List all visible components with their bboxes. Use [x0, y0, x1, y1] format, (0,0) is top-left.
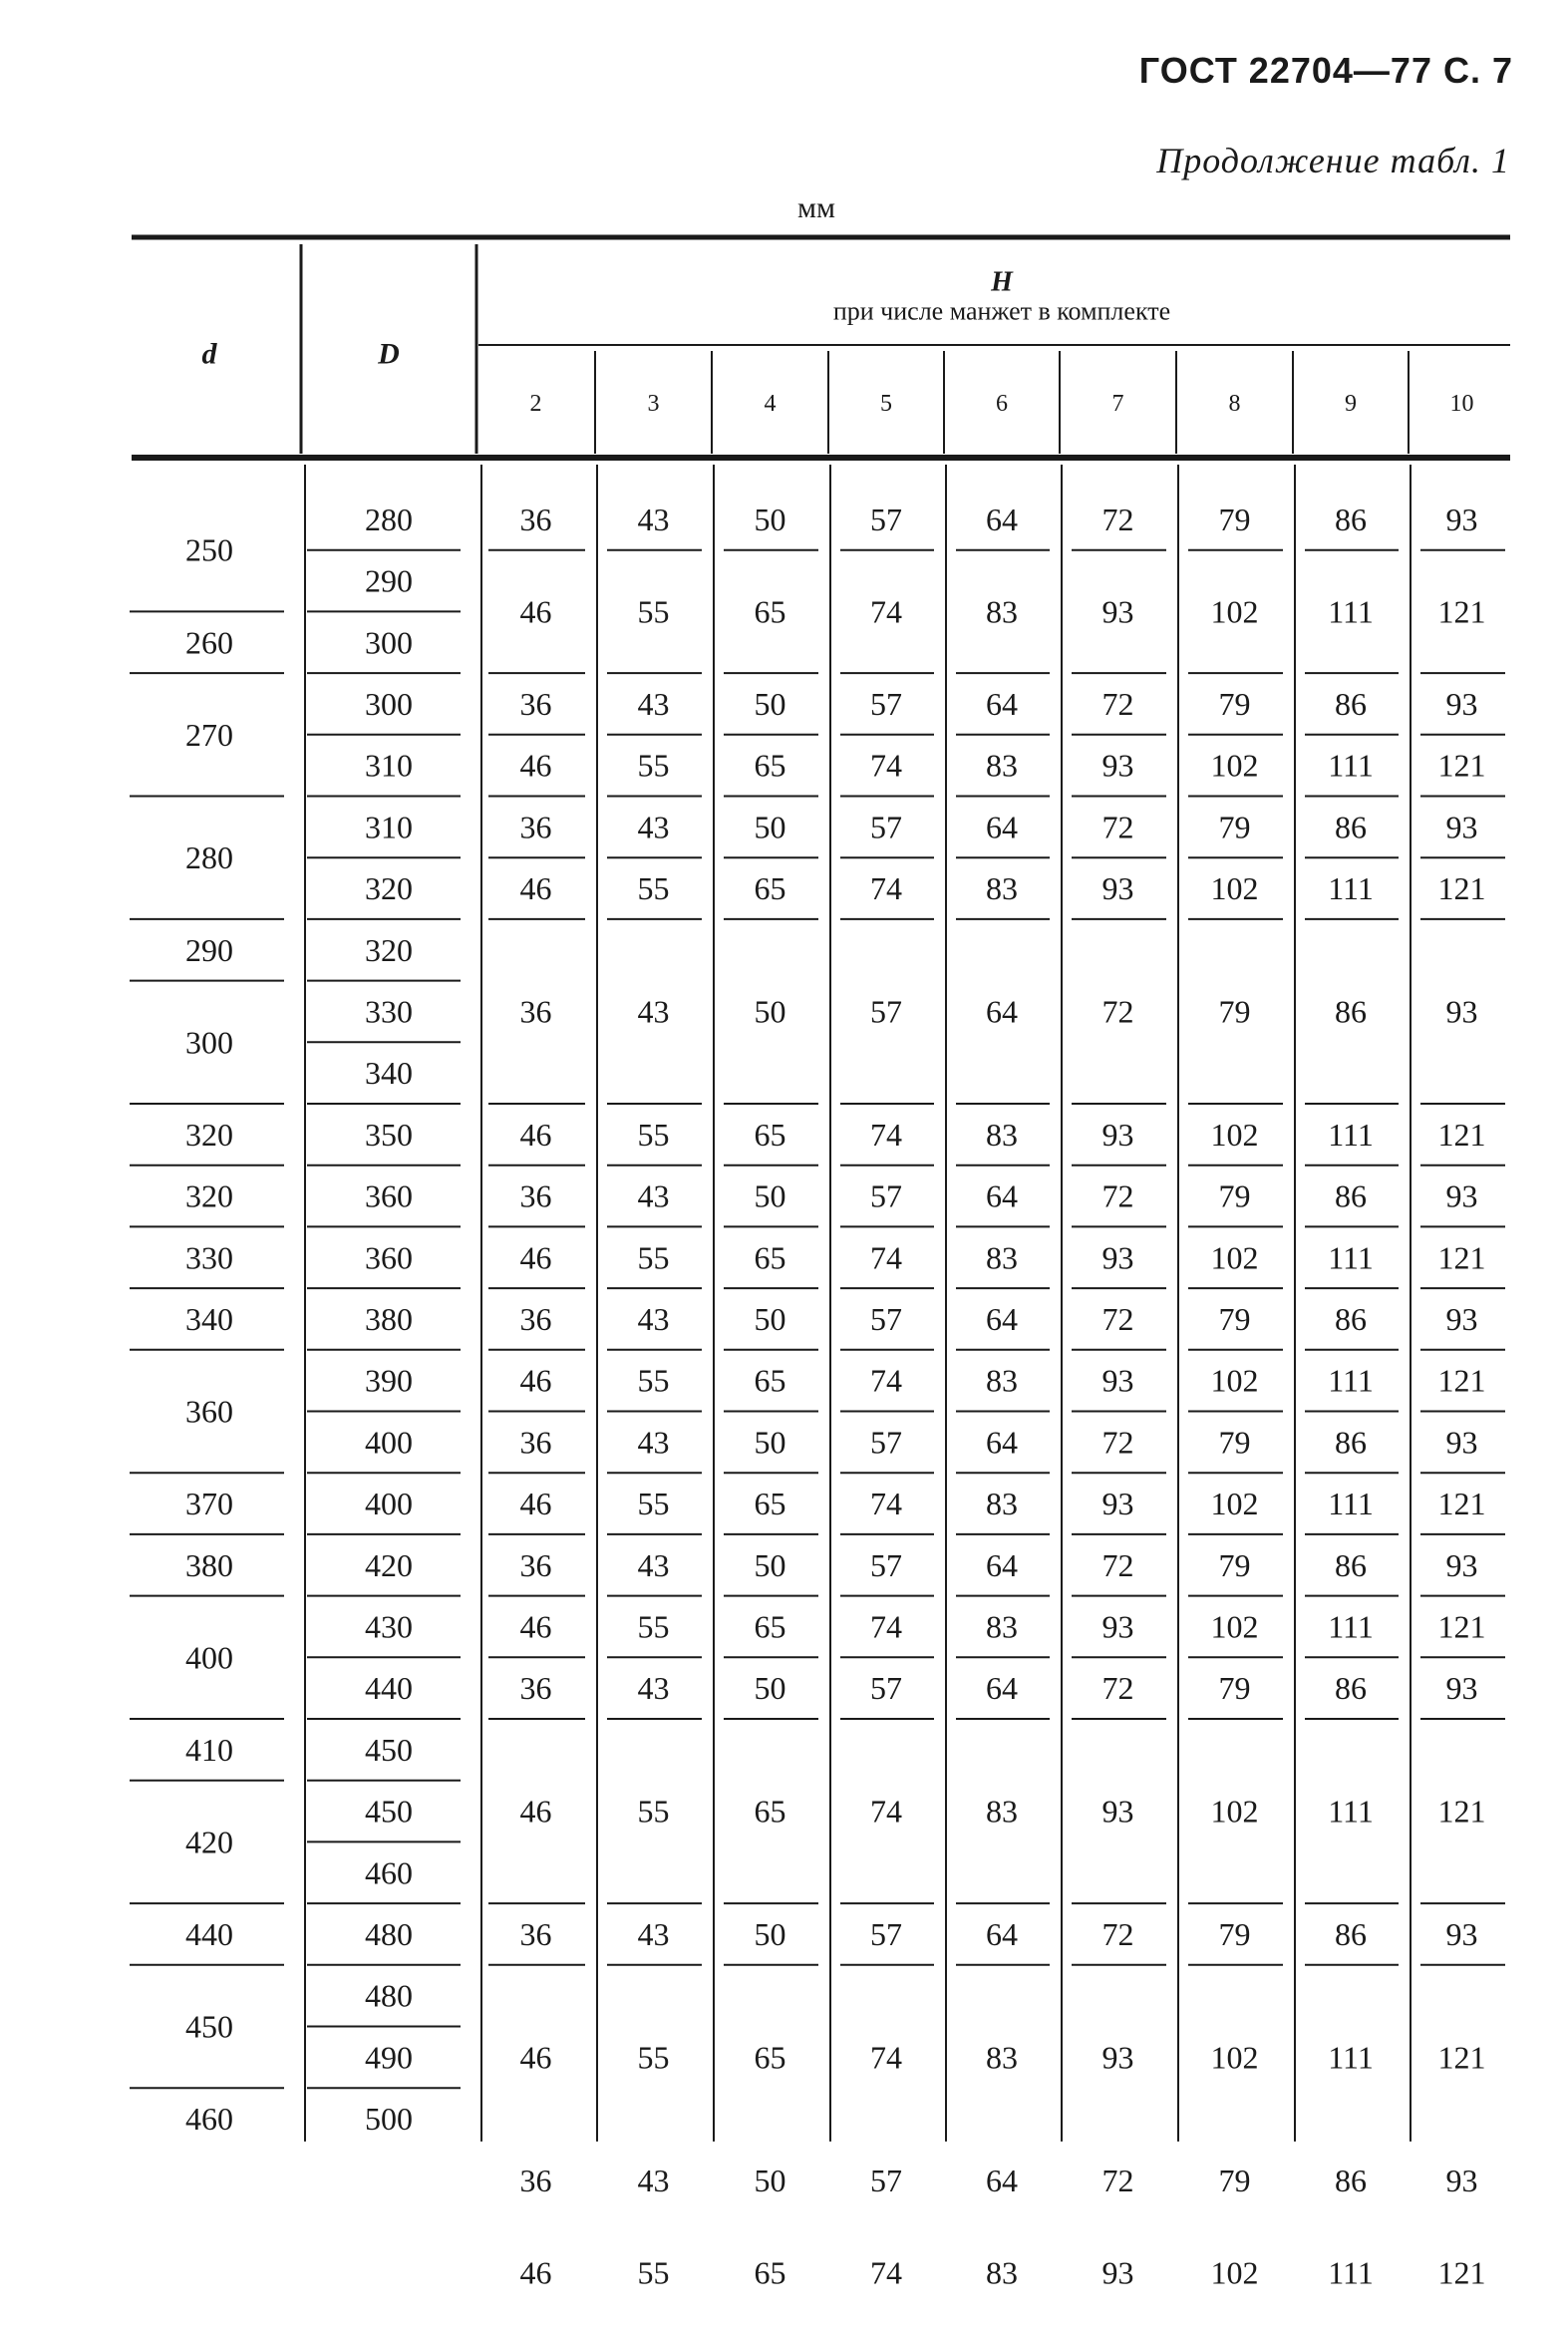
h-value: 83: [986, 1239, 1018, 1276]
h-value: 102: [1210, 747, 1259, 784]
h-value: 121: [1437, 1116, 1486, 1153]
h-value: 86: [1335, 1915, 1367, 1952]
h-value: 86: [1335, 685, 1367, 722]
column-d-label: d: [201, 337, 217, 371]
h-value: 43: [637, 1177, 670, 1214]
h-value: 50: [754, 2162, 786, 2198]
h-value: 83: [986, 747, 1018, 784]
h-value: 93: [1445, 809, 1478, 845]
h-value: 43: [637, 809, 670, 845]
h-value: 43: [637, 500, 670, 537]
h-value: 72: [1101, 993, 1134, 1030]
D-value: 330: [365, 993, 413, 1030]
h-value: 43: [637, 1546, 670, 1583]
h-value: 83: [986, 1116, 1018, 1153]
h-value: 111: [1328, 1486, 1374, 1522]
h-value: 43: [637, 685, 670, 722]
column-H-sublabel: при числе манжет в комплекте: [832, 296, 1171, 326]
d-value: 270: [185, 716, 233, 753]
h-value: 86: [1335, 1300, 1367, 1337]
d-value: 410: [185, 1731, 233, 1768]
h-value: 43: [637, 1300, 670, 1337]
h-value: 65: [754, 1116, 786, 1153]
d-value: 290: [185, 931, 233, 968]
d-value: 320: [185, 1177, 233, 1214]
h-value: 93: [1445, 500, 1478, 537]
h-value: 79: [1218, 993, 1251, 1030]
h-value: 43: [637, 1424, 670, 1461]
h-value: 65: [754, 1793, 786, 1830]
h-value: 74: [870, 1486, 902, 1522]
h-value: 83: [986, 593, 1018, 630]
cuff-count-header: 2: [529, 391, 542, 417]
d-value: 360: [185, 1393, 233, 1430]
h-value: 46: [519, 593, 552, 630]
h-value: 121: [1437, 1486, 1486, 1522]
d-value: 320: [185, 1116, 233, 1153]
h-value: 83: [986, 2254, 1018, 2291]
h-value: 57: [870, 1300, 902, 1337]
h-value: 86: [1335, 1546, 1367, 1583]
h-value: 50: [754, 1177, 786, 1214]
h-value: 86: [1335, 1177, 1367, 1214]
h-value: 111: [1328, 1239, 1374, 1276]
h-value: 50: [754, 1546, 786, 1583]
h-value: 65: [754, 1362, 786, 1399]
h-value: 121: [1437, 1362, 1486, 1399]
h-value: 111: [1328, 1793, 1374, 1830]
h-value: 74: [870, 747, 902, 784]
D-value: 280: [365, 500, 413, 537]
table-continuation-label: Продолжение табл. 1: [1156, 141, 1510, 180]
h-value: 46: [519, 1608, 552, 1645]
D-value: 480: [365, 1977, 413, 2014]
D-value: 340: [365, 1055, 413, 1092]
h-value: 121: [1437, 870, 1486, 907]
h-value: 111: [1328, 593, 1374, 630]
h-value: 57: [870, 500, 902, 537]
D-value: 420: [365, 1546, 413, 1583]
d-value: 340: [185, 1300, 233, 1337]
h-value: 83: [986, 1608, 1018, 1645]
h-value: 50: [754, 1424, 786, 1461]
h-value: 121: [1437, 1239, 1486, 1276]
h-value: 102: [1210, 2254, 1259, 2291]
h-value: 79: [1218, 809, 1251, 845]
h-value: 86: [1335, 1670, 1367, 1707]
h-value: 74: [870, 870, 902, 907]
h-value: 72: [1101, 500, 1134, 537]
D-value: 480: [365, 1915, 413, 1952]
h-value: 102: [1210, 2039, 1259, 2076]
h-value: 79: [1218, 1670, 1251, 1707]
h-value: 93: [1101, 747, 1134, 784]
h-value: 55: [637, 870, 670, 907]
h-value: 93: [1445, 1424, 1478, 1461]
h-value: 111: [1328, 1116, 1374, 1153]
h-value: 72: [1101, 1177, 1134, 1214]
h-value: 55: [637, 1239, 670, 1276]
h-value: 93: [1101, 1239, 1134, 1276]
h-value: 121: [1437, 1793, 1486, 1830]
h-value: 57: [870, 685, 902, 722]
d-value: 370: [185, 1486, 233, 1522]
cuff-count-header: 3: [647, 391, 660, 417]
h-value: 36: [519, 1915, 552, 1952]
h-value: 55: [637, 1608, 670, 1645]
h-value: 64: [986, 2162, 1018, 2198]
h-value: 46: [519, 1793, 552, 1830]
h-value: 74: [870, 2254, 902, 2291]
cuff-count-header: 5: [880, 391, 892, 417]
D-value: 400: [365, 1424, 413, 1461]
D-value: 450: [365, 1731, 413, 1768]
h-value: 93: [1445, 1670, 1478, 1707]
h-value: 57: [870, 1177, 902, 1214]
h-value: 86: [1335, 1424, 1367, 1461]
h-value: 86: [1335, 993, 1367, 1030]
h-value: 93: [1101, 2039, 1134, 2076]
h-value: 64: [986, 1546, 1018, 1583]
h-value: 93: [1445, 993, 1478, 1030]
h-value: 65: [754, 593, 786, 630]
D-value: 360: [365, 1239, 413, 1276]
h-value: 93: [1445, 685, 1478, 722]
d-value: 260: [185, 624, 233, 661]
h-value: 64: [986, 1300, 1018, 1337]
h-value: 102: [1210, 1362, 1259, 1399]
units-label: мм: [797, 191, 835, 224]
h-value: 79: [1218, 1915, 1251, 1952]
h-value: 50: [754, 1670, 786, 1707]
h-value: 83: [986, 1362, 1018, 1399]
h-value: 102: [1210, 870, 1259, 907]
cuff-count-header: 8: [1228, 391, 1241, 417]
h-value: 74: [870, 1362, 902, 1399]
h-value: 111: [1328, 747, 1374, 784]
h-value: 111: [1328, 870, 1374, 907]
h-value: 72: [1101, 1424, 1134, 1461]
D-value: 320: [365, 870, 413, 907]
d-value: 330: [185, 1239, 233, 1276]
h-value: 65: [754, 1239, 786, 1276]
h-value: 79: [1218, 2162, 1251, 2198]
h-value: 46: [519, 2254, 552, 2291]
D-value: 350: [365, 1116, 413, 1153]
d-value: 300: [185, 1024, 233, 1061]
h-value: 64: [986, 1424, 1018, 1461]
h-value: 65: [754, 2254, 786, 2291]
h-value: 72: [1101, 685, 1134, 722]
D-value: 490: [365, 2039, 413, 2076]
column-D-label: D: [378, 337, 400, 371]
h-value: 65: [754, 870, 786, 907]
h-value: 36: [519, 685, 552, 722]
h-value: 121: [1437, 1608, 1486, 1645]
h-value: 64: [986, 500, 1018, 537]
h-value: 36: [519, 1424, 552, 1461]
h-value: 83: [986, 2039, 1018, 2076]
d-value: 250: [185, 531, 233, 568]
h-value: 111: [1328, 2254, 1374, 2291]
D-value: 430: [365, 1608, 413, 1645]
h-value: 46: [519, 1362, 552, 1399]
page-header: ГОСТ 22704—77 С. 7: [1138, 50, 1513, 91]
h-value: 79: [1218, 685, 1251, 722]
h-value: 36: [519, 1300, 552, 1337]
cuff-count-header: 10: [1449, 391, 1474, 417]
h-value: 93: [1445, 1915, 1478, 1952]
h-value: 64: [986, 1177, 1018, 1214]
h-value: 93: [1101, 1608, 1134, 1645]
h-value: 93: [1101, 1486, 1134, 1522]
h-value: 121: [1437, 2254, 1486, 2291]
h-value: 46: [519, 1239, 552, 1276]
D-value: 300: [365, 624, 413, 661]
h-value: 102: [1210, 1486, 1259, 1522]
h-value: 79: [1218, 500, 1251, 537]
h-value: 111: [1328, 2039, 1374, 2076]
h-value: 64: [986, 685, 1018, 722]
D-value: 440: [365, 1670, 413, 1707]
D-value: 500: [365, 2101, 413, 2138]
h-value: 36: [519, 500, 552, 537]
h-value: 50: [754, 1300, 786, 1337]
h-value: 86: [1335, 500, 1367, 537]
D-value: 400: [365, 1486, 413, 1522]
D-value: 310: [365, 809, 413, 845]
h-value: 64: [986, 1670, 1018, 1707]
h-value: 50: [754, 685, 786, 722]
h-value: 93: [1101, 870, 1134, 907]
h-value: 57: [870, 1546, 902, 1583]
h-value: 72: [1101, 1670, 1134, 1707]
D-value: 360: [365, 1177, 413, 1214]
h-value: 83: [986, 1793, 1018, 1830]
h-value: 65: [754, 1608, 786, 1645]
h-value: 55: [637, 747, 670, 784]
D-value: 380: [365, 1300, 413, 1337]
h-value: 46: [519, 747, 552, 784]
h-value: 55: [637, 2254, 670, 2291]
cuff-count-header: 6: [996, 391, 1008, 417]
h-value: 46: [519, 2039, 552, 2076]
h-value: 74: [870, 1608, 902, 1645]
cuff-count-header: 7: [1111, 391, 1124, 417]
h-value: 74: [870, 1793, 902, 1830]
h-value: 86: [1335, 2162, 1367, 2198]
h-value: 102: [1210, 1116, 1259, 1153]
h-value: 43: [637, 1915, 670, 1952]
h-value: 93: [1101, 2254, 1134, 2291]
h-value: 43: [637, 1670, 670, 1707]
h-value: 64: [986, 993, 1018, 1030]
h-value: 121: [1437, 747, 1486, 784]
h-value: 55: [637, 1486, 670, 1522]
h-value: 57: [870, 1424, 902, 1461]
h-value: 72: [1101, 809, 1134, 845]
h-value: 36: [519, 1177, 552, 1214]
D-value: 290: [365, 562, 413, 599]
d-value: 420: [185, 1824, 233, 1860]
h-value: 93: [1101, 593, 1134, 630]
h-value: 86: [1335, 809, 1367, 845]
D-value: 300: [365, 685, 413, 722]
h-value: 36: [519, 809, 552, 845]
D-value: 320: [365, 931, 413, 968]
h-value: 93: [1445, 2162, 1478, 2198]
h-value: 79: [1218, 1300, 1251, 1337]
d-value: 400: [185, 1639, 233, 1676]
d-value: 460: [185, 2101, 233, 2138]
h-value: 55: [637, 2039, 670, 2076]
h-value: 72: [1101, 1546, 1134, 1583]
h-value: 57: [870, 1670, 902, 1707]
h-value: 83: [986, 1486, 1018, 1522]
h-value: 121: [1437, 2039, 1486, 2076]
h-value: 79: [1218, 1424, 1251, 1461]
h-value: 111: [1328, 1362, 1374, 1399]
d-value: 450: [185, 2008, 233, 2045]
h-value: 74: [870, 1116, 902, 1153]
h-value: 55: [637, 1362, 670, 1399]
h-value: 74: [870, 1239, 902, 1276]
h-value: 57: [870, 993, 902, 1030]
h-value: 72: [1101, 1300, 1134, 1337]
h-value: 57: [870, 2162, 902, 2198]
h-value: 74: [870, 2039, 902, 2076]
h-value: 50: [754, 500, 786, 537]
cuff-count-header: 4: [764, 391, 777, 417]
D-value: 310: [365, 747, 413, 784]
h-value: 93: [1101, 1362, 1134, 1399]
h-value: 83: [986, 870, 1018, 907]
h-value: 74: [870, 593, 902, 630]
h-value: 65: [754, 747, 786, 784]
h-value: 57: [870, 809, 902, 845]
h-value: 79: [1218, 1177, 1251, 1214]
h-value: 46: [519, 1486, 552, 1522]
h-value: 50: [754, 809, 786, 845]
h-value: 65: [754, 1486, 786, 1522]
h-value: 72: [1101, 1915, 1134, 1952]
h-value: 55: [637, 1793, 670, 1830]
h-value: 50: [754, 1915, 786, 1952]
h-value: 64: [986, 1915, 1018, 1952]
h-value: 102: [1210, 1239, 1259, 1276]
h-value: 46: [519, 1116, 552, 1153]
h-value: 36: [519, 2162, 552, 2198]
h-value: 43: [637, 2162, 670, 2198]
D-value: 390: [365, 1362, 413, 1399]
h-value: 64: [986, 809, 1018, 845]
h-value: 43: [637, 993, 670, 1030]
column-H-label: H: [991, 266, 1013, 298]
cuff-count-header: 9: [1345, 391, 1357, 417]
h-value: 93: [1445, 1300, 1478, 1337]
D-value: 450: [365, 1793, 413, 1830]
h-value: 121: [1437, 593, 1486, 630]
h-value: 93: [1101, 1116, 1134, 1153]
h-value: 111: [1328, 1608, 1374, 1645]
h-value: 102: [1210, 1608, 1259, 1645]
h-value: 46: [519, 870, 552, 907]
h-value: 36: [519, 993, 552, 1030]
d-value: 440: [185, 1915, 233, 1952]
h-value: 93: [1101, 1793, 1134, 1830]
h-value: 79: [1218, 1546, 1251, 1583]
D-value: 460: [365, 1854, 413, 1891]
h-value: 102: [1210, 593, 1259, 630]
h-value: 36: [519, 1546, 552, 1583]
d-value: 380: [185, 1546, 233, 1583]
h-value: 102: [1210, 1793, 1259, 1830]
d-value: 280: [185, 839, 233, 876]
h-value: 50: [754, 993, 786, 1030]
h-value: 93: [1445, 1546, 1478, 1583]
h-value: 93: [1445, 1177, 1478, 1214]
h-value: 55: [637, 593, 670, 630]
h-value: 57: [870, 1915, 902, 1952]
h-value: 65: [754, 2039, 786, 2076]
h-value: 55: [637, 1116, 670, 1153]
h-value: 72: [1101, 2162, 1134, 2198]
h-value: 36: [519, 1670, 552, 1707]
